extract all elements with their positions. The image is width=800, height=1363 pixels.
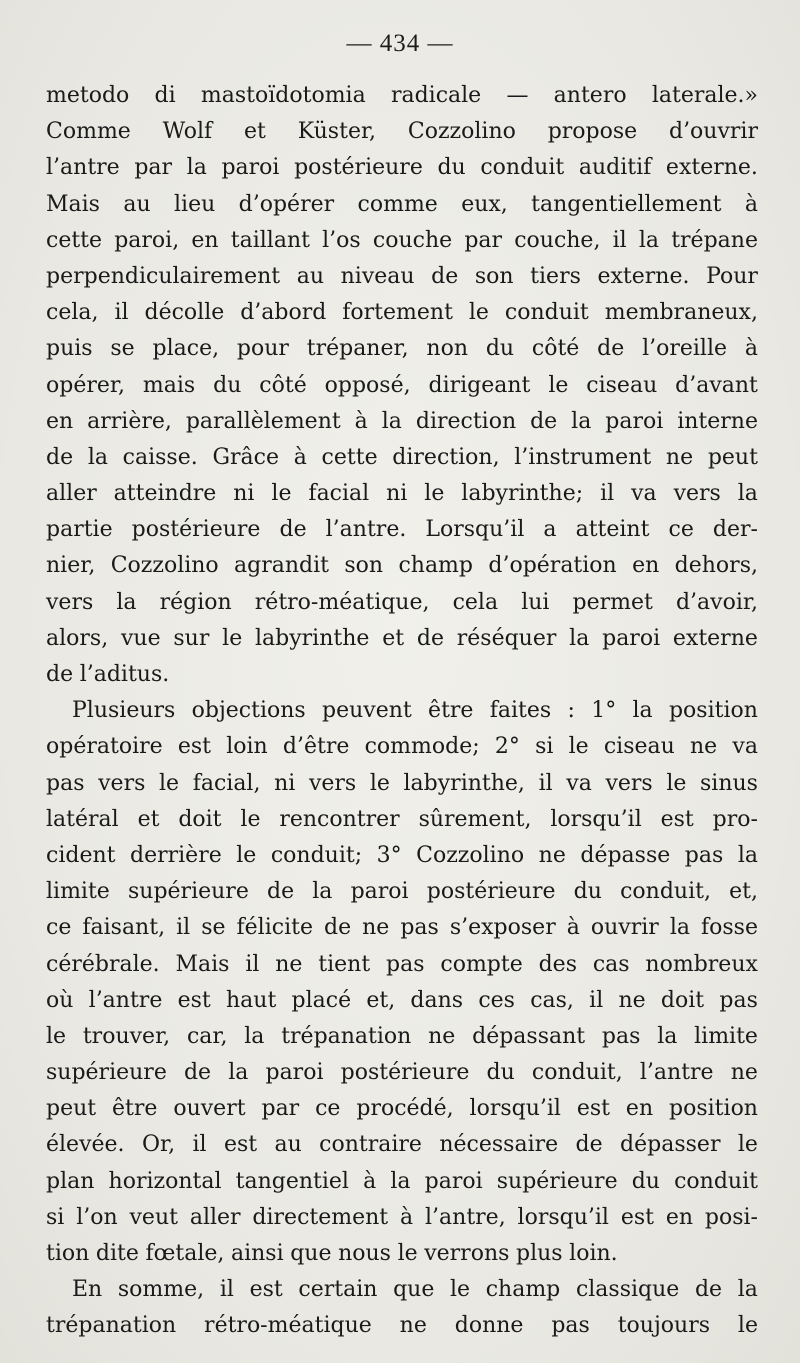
text-line: puis se place, pour trépaner, non du côté de l’oreille à <box>46 336 758 362</box>
text-line: où l’antre est haut placé et, dans ces cas, il ne doit pas <box>46 987 758 1013</box>
text-line: En somme, il est certain que le champ classique de la <box>72 1277 758 1303</box>
text-line: alors, vue sur le labyrinthe et de réséquer la paroi externe <box>46 625 758 651</box>
text-line: l’antre par la paroi postérieure du conduit auditif externe. <box>46 155 758 181</box>
text-line: le trouver, car, la trépanation ne dépassant pas la limite <box>46 1023 758 1049</box>
text-line: cérébrale. Mais il ne tient pas compte des cas nombreux <box>46 951 758 977</box>
text-line: ce faisant, il se félicite de ne pas s’exposer à ouvrir la fosse <box>46 915 758 941</box>
text-line: latéral et doit le rencontrer sûrement, lorsqu’il est pro- <box>46 806 758 832</box>
text-line: Plusieurs objections peuvent être faites : 1° la position <box>72 698 758 724</box>
text-line: opérer, mais du côté opposé, dirigeant le ciseau d’avant <box>46 372 758 398</box>
text-line: en arrière, parallèlement à la direction de la paroi interne <box>46 408 758 434</box>
text-line: de l’aditus. <box>46 662 170 687</box>
page-number: — 434 — <box>346 30 454 57</box>
text-line: peut être ouvert par ce procédé, lorsqu’il est en position <box>46 1096 758 1122</box>
text-line: limite supérieure de la paroi postérieure du conduit, et, <box>46 879 758 905</box>
text-line: nier, Cozzolino agrandit son champ d’opération en dehors, <box>46 553 758 579</box>
text-line: partie postérieure de l’antre. Lorsqu’il a atteint ce der- <box>46 517 758 543</box>
text-line: tion dite fœtale, ainsi que nous le verrons plus loin. <box>46 1241 618 1266</box>
text-line: supérieure de la paroi postérieure du conduit, l’antre ne <box>46 1060 758 1086</box>
text-line: trépanation rétro-méatique ne donne pas toujours le <box>46 1313 758 1339</box>
text-line: Mais au lieu d’opérer comme eux, tangentiellement à <box>46 191 758 217</box>
text-line: pas vers le facial, ni vers le labyrinthe, il va vers le sinus <box>46 770 758 796</box>
body-text <box>46 78 758 1345</box>
text-line: cela, il décolle d’abord fortement le conduit membraneux, <box>46 300 758 326</box>
text-line: élevée. Or, il est au contraire nécessaire de dépasser le <box>46 1132 758 1158</box>
text-line: opératoire est loin d’être commode; 2° si le ciseau ne va <box>46 734 758 760</box>
text-line: aller atteindre ni le facial ni le labyrinthe; il va vers la <box>46 481 758 507</box>
text-line: vers la région rétro-méatique, cela lui permet d’avoir, <box>46 589 758 615</box>
text-line: si l’on veut aller directement à l’antre, lorsqu’il est en posi- <box>46 1204 758 1230</box>
text-line: perpendiculairement au niveau de son tiers externe. Pour <box>46 263 758 289</box>
text-line: cette paroi, en taillant l’os couche par couche, il la trépane <box>46 227 758 253</box>
text-line: plan horizontal tangentiel à la paroi supérieure du conduit <box>46 1168 758 1194</box>
text-line: metodo di mastoïdotomia radicale — antero laterale.» <box>46 83 758 108</box>
text-line: de la caisse. Grâce à cette direction, l’instrument ne peut <box>46 444 758 470</box>
text-line: cident derrière le conduit; 3° Cozzolino ne dépasse pas la <box>46 842 758 868</box>
text-line: Comme Wolf et Küster, Cozzolino propose d’ouvrir <box>46 119 758 145</box>
